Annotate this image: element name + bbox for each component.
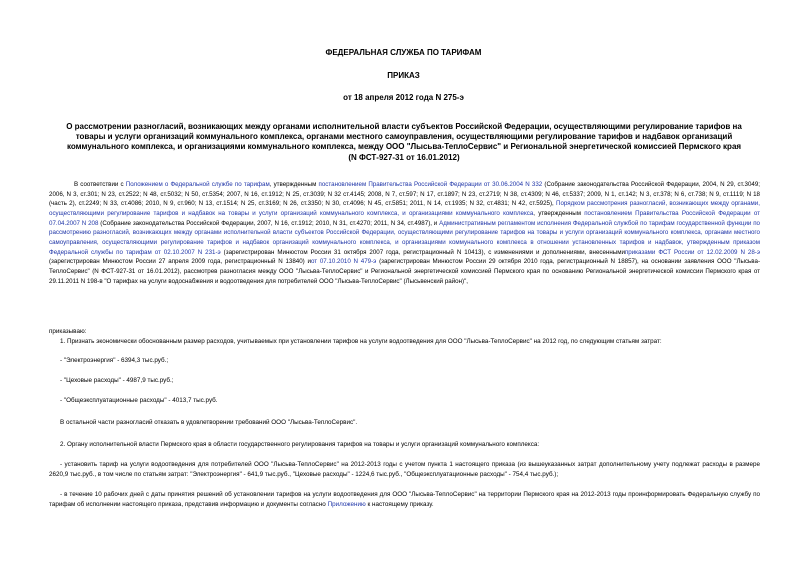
- item-1-expense-workshop: - "Цеховые расходы" - 4987,9 тыс.руб.;: [60, 377, 174, 384]
- link-appendix[interactable]: Приложению: [327, 500, 366, 508]
- item-2: 2. Органу исполнительной власти Пермского края в области государственного регулирования тарифов на товары и услуги организаций коммунального комплекса:: [60, 441, 540, 448]
- preamble-text: (Собрание законодательства Российской Федерации, 2007, N 16, ст.1912; 2010, N 31, ст.4270; 2011, N 34, ст.4987), и: [98, 219, 440, 227]
- item-2-reporting-instruction: [49, 490, 760, 509]
- agency-title: ФЕДЕРАЛЬНАЯ СЛУЖБА ПО ТАРИФАМ: [325, 48, 482, 57]
- link-government-decree-208[interactable]: постановлением Правительства Российской Федерации от 07.04.2007 N 208: [49, 209, 760, 227]
- link-government-decree-332[interactable]: постановлением Правительства Российской Федерации от 30.06.2004 N 332: [318, 181, 543, 188]
- preamble-text: (зарегистрирован Минюстом России 29 октября 2010 года, регистрационный N 18857), на основании заявления ООО "Лысьва-ТеплоСервис" (N ФСТ-927-31 от 16.01.2012), рассмотрев разногласия между ООО "Лысьва-ТеплоСервис" и Региональной энергетической комиссией Пермского края по основанию Региональной энергетической комиссии Пермского края от 29.11.2011 N 198-в "О тарифах на услуги водоснабжения и водоотведения для потребителей ООО "Лысьва-ТеплоСервис" (Лысьвенский район)",: [49, 258, 761, 285]
- preamble-text: (Собрание законодательства Российской Федерации, 2004, N 29, ст.3049; 2006, N 3, ст.301; N 23, ст.2522; N 48, ст.5032; N 50, ст.5354; 2007, N 16, ст.1912; N 25, ст.3039; N 32 ст.4145; 2008, N 7, ст.597; N 17, ст.1897; N 23, ст.2719; N 38, ст.4309; N 46, ст.5337; 2009, N 1, ст.142; N 3, ст.378; N 6, ст.738; N 9, ст.1119; N 18 (часть 2), ст.2249; N 33, ст.4086; 2010, N 9, ст.960; N 13, ст.1514; N 25, ст.3169; N 26, ст.3350; N 30, ст.4096; N 45, ст.5851; 2011, N 14, ст.1935; N 32, ст.4831; N 42, ст.5925),: [49, 181, 761, 208]
- link-administrative-regulation[interactable]: Административным регламентом исполнения Федеральной службой по тарифам государственной функции по рассмотрению разногласий, возникающих между органами исполнительной власти субъектов Российской Федерации, осуществляющими регулирование тарифов на товары и услуги организаций коммунального комплекса, органами местного самоуправления, осуществляющими регулирование тарифов и надбавок организаций коммунального комплекса, и организациями коммунального комплекса в отношении установленных тарифов и надбавок, утвержденным приказом Федеральной службы по тарифам от 02.10.2007 N 231-э: [49, 219, 760, 256]
- link-fst-regulation[interactable]: Положением о Федеральной службе по тарифам: [125, 181, 270, 188]
- link-fst-order-28e[interactable]: приказами ФСТ России от 12.02.2009 N 28-э: [624, 248, 760, 256]
- item-1-expense-general: - "Общеэксплуатационные расходы" - 4013,7 тыс.руб.: [60, 397, 218, 404]
- preamble-text: , утвержденным: [269, 181, 319, 188]
- link-fst-order-479e[interactable]: от 07.10.2010 N 479-э: [310, 258, 377, 266]
- order-word: приказываю:: [49, 328, 87, 335]
- item-2-tariff-instruction: - установить тариф на услуги водоотведения для потребителей ООО "Лысьва-ТеплоСервис" на 2012-2013 годы с учетом пункта 1 настоящего приказа (из вышеуказанных затрат дополнительному учету подлежат расходы в размере 2620,9 тыс.руб., в том числе по статьям затрат: "Электроэнергия" - 641,9 тыс.руб., "Цеховые расходы" - 1224,6 тыс.руб., "Общеэксплуатационные расходы" - 754,4 тыс.руб.);: [49, 461, 760, 478]
- document-date-number: от 18 апреля 2012 года N 275-э: [343, 93, 464, 102]
- preamble-text: , утвержденным: [533, 209, 585, 217]
- item-1-expense-electricity: - "Электроэнергия" - 6394,3 тыс.руб.;: [60, 357, 169, 364]
- preamble-paragraph: [49, 180, 760, 286]
- link-dispute-procedure[interactable]: Порядком рассмотрения разногласий, возникающих между органами, осуществляющими регулирование тарифов и надбавок на товары и услуги организаций коммунального комплекса, и организациями коммунального комплекса: [49, 200, 760, 217]
- reporting-text: - в течение 10 рабочих дней с даты принятия решений об установлении тарифов на услуги водоотведения для ООО "Лысьва-ТеплоСервис" на территории Пермского края на 2012-2013 годы проинформировать Федеральную службу по тарифам об исполнении настоящего приказа, представив информацию и документы согласно: [49, 491, 760, 508]
- document-subject: О рассмотрении разногласий, возникающих между органами исполнительной власти субъектов Российской Федерации, осуществляющими регулирование тарифов на товары и услуги организаций коммунального комплекса, органами местного самоуправления, осуществляющими регулирование тарифов и надбавок организаций коммунального комплекса, и организациями коммунального комплекса, между ООО "Лысьва-ТеплоСервис" и Региональной энергетической комиссией Пермского края (N ФСТ-927-31 от 16.01.2012): [66, 122, 742, 162]
- document-type: ПРИКАЗ: [387, 71, 420, 80]
- preamble-text: (зарегистрирован Минюстом России 27 апреля 2009 года, регистрационный N 13840) и: [49, 258, 311, 266]
- item-1: 1. Признать экономически обоснованным размер расходов, учитываемых при установлении тарифов на услуги водоотведения для ООО "Лысьва-ТеплоСервис" на 2012 год, по следующим статьям затрат:: [60, 338, 662, 345]
- item-1-rejection: В остальной части разногласий отказать в удовлетворении требований ООО "Лысьва-ТеплоСервис".: [60, 419, 358, 426]
- reporting-text: к настоящему приказу.: [365, 500, 434, 508]
- preamble-text: (зарегистрирован Минюстом России 31 октября 2007 года, регистрационный N 10413), с изменениями и дополнениями, внесенными: [220, 248, 625, 256]
- preamble-text: В соответствии с: [74, 181, 126, 188]
